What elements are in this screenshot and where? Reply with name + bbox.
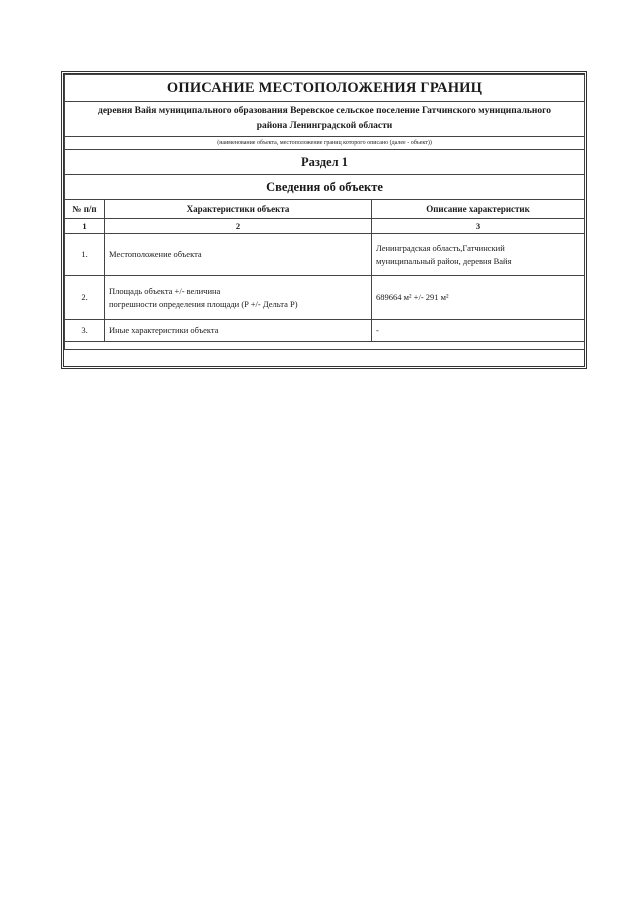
row-description: - bbox=[372, 320, 585, 342]
table-blank-row bbox=[65, 342, 585, 350]
row-characteristic-line-1: Площадь объекта +/- величина bbox=[109, 285, 221, 296]
column-header-description: Описание характеристик bbox=[372, 200, 585, 219]
row-description-line-1: Ленинградская область,Гатчинский bbox=[376, 242, 505, 253]
section-title: Раздел 1 bbox=[65, 150, 585, 175]
column-number-1: 1 bbox=[65, 219, 105, 234]
row-characteristic-line-2: погрешности определения площади (P +/- Дельта P) bbox=[109, 298, 298, 309]
column-number-3: 3 bbox=[372, 219, 585, 234]
object-info-title: Сведения об объекте bbox=[65, 175, 585, 200]
object-name-line-1: деревня Вайя муниципального образования Веревское сельское поселение Гатчинского муниципального bbox=[98, 106, 551, 116]
blank-cell bbox=[65, 342, 585, 350]
row-description-line-2: муниципальный район, деревня Вайя bbox=[376, 255, 512, 266]
column-number-row bbox=[65, 219, 585, 234]
column-number-2: 2 bbox=[105, 219, 372, 234]
object-name-line-2: района Ленинградской области bbox=[256, 121, 393, 131]
column-header-characteristic: Характеристики объекта bbox=[105, 200, 372, 219]
row-characteristic: Иные характеристики объекта bbox=[105, 320, 372, 342]
table-header-row bbox=[65, 200, 585, 219]
object-name bbox=[65, 102, 585, 137]
row-number: 2. bbox=[65, 276, 105, 320]
document-frame bbox=[61, 71, 587, 369]
object-name-caption: (наименование объекта, местоположение границ которого описано (далее - объект)) bbox=[65, 137, 585, 150]
table-row bbox=[65, 276, 585, 320]
row-characteristic bbox=[105, 276, 372, 320]
document-title: ОПИСАНИЕ МЕСТОПОЛОЖЕНИЯ ГРАНИЦ bbox=[65, 75, 585, 102]
column-header-number: № п/п bbox=[65, 200, 105, 219]
row-description: 689664 м² +/- 291 м² bbox=[372, 276, 585, 320]
table-row bbox=[65, 234, 585, 276]
row-number: 1. bbox=[65, 234, 105, 276]
row-characteristic: Местоположение объекта bbox=[105, 234, 372, 276]
row-description bbox=[372, 234, 585, 276]
row-number: 3. bbox=[65, 320, 105, 342]
boundary-description-table bbox=[64, 74, 585, 350]
table-row bbox=[65, 320, 585, 342]
